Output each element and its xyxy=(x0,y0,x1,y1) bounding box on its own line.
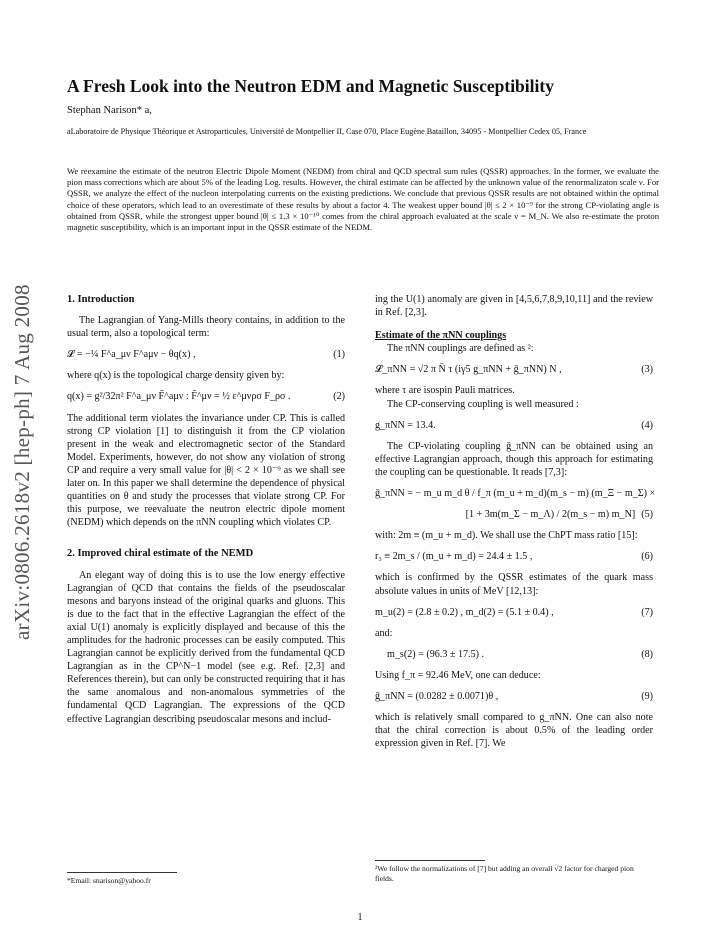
paper-title: A Fresh Look into the Neutron EDM and Magnetic Susceptibility xyxy=(67,76,554,96)
equation-7-number: (7) xyxy=(641,606,653,618)
right-column xyxy=(375,293,656,750)
equation-3 xyxy=(375,363,653,376)
left-paragraph-3: The additional term violates the invariance under CP. This is called strong CP violation [1] to distinguish it from the CP violation present in the weak and electromagnetic sector of the Standard Model. Experiments, however, do not show any violation of strong CP and require a very small value for |θ| < 2 × 10⁻⁹ as we shall see later on. In this paper we shall determine the dependence of physical quantities on θ and study the processes that violate strong CP. For this purpose, we reevaluate the neutron electric dipole moment (NEDM) which depends on the πNN coupling which violates CP. xyxy=(67,412,345,529)
right-paragraph-5: with: 2m ≡ (m_u + m_d). We shall use the ChPT mass ratio [15]: xyxy=(375,530,638,542)
equation-5b-body: [1 + 3m(m_Σ − m_Λ) / 2(m_s − m) m_N] xyxy=(465,509,636,521)
equation-3-body: 𝓛_πNN = √2 π N̄ τ (iγ5 g_πNN + ḡ_πNN) N , xyxy=(375,364,562,376)
left-paragraph-4: An elegant way of doing this is to use the low energy effective Lagrangian of QCD that contains the fields of the pseudoscalar mesons and baryons instead of the original quarks and gluons. This is due to the fact that in the effective Lagrangian the effect of the axial U(1) anomaly is explicitly displayed and because of this the amplitudes for the hadronic processes can be easily computed. This Lagrangian cannot be explicitly derived from the fundamental QCD Lagrangian as in the CP^N−1 model (see e.g. Ref. [2,3] and References therein), but can only be constructed requiring that it has the same anomalous and non-anomalous symmetries of the fundamental QCD Lagrangian. The expressions of the QCD effective Lagrangian describing pseudoscalar mesons and includ- xyxy=(67,569,345,725)
left-column xyxy=(67,293,345,726)
equation-5-number: (5) xyxy=(641,509,653,521)
right-paragraph-7: and: xyxy=(375,627,393,639)
right-paragraph-8: Using f_π = 92.46 MeV, one can deduce: xyxy=(375,669,541,681)
paper-authors: Stephan Narison* a, xyxy=(67,105,152,116)
right-paragraph-0: ing the U(1) anomaly are given in [4,5,6,7,8,9,10,11] and the review in Ref. [2,3]. xyxy=(375,294,653,319)
section-1-heading: 1. Introduction xyxy=(67,294,135,305)
arxiv-side-stamp: arXiv:0806.2618v2 [hep-ph] 7 Aug 2008 xyxy=(10,284,34,640)
equation-5a-body: ḡ_πNN = − m_u m_d θ / f_π (m_u + m_d)(m_s − m) (m_Ξ − m_Σ) × xyxy=(375,488,656,500)
equation-9-number: (9) xyxy=(641,690,653,702)
right-footnote-rule xyxy=(375,860,485,861)
equation-7-body: m_u(2) = (2.8 ± 0.2) , m_d(2) = (5.1 ± 0.4) , xyxy=(375,606,554,618)
equation-7 xyxy=(375,606,653,619)
section-2-heading: 2. Improved chiral estimate of the NEMD xyxy=(67,548,254,560)
right-footnote: ²We follow the normalizations of [7] but adding an overall √2 factor for charged pion fields. xyxy=(375,864,634,883)
equation-5a xyxy=(375,487,656,500)
equation-9-body: ḡ_πNN = (0.0282 ± 0.0071)θ , xyxy=(375,690,499,702)
right-paragraph-3: The CP-conserving coupling is well measured : xyxy=(387,398,579,410)
equation-8-body: m_s(2) = (96.3 ± 17.5) . xyxy=(387,648,485,660)
right-paragraph-2: where τ are isospin Pauli matrices. xyxy=(375,385,515,397)
left-footnote-rule xyxy=(67,872,177,873)
equation-4-number: (4) xyxy=(641,419,653,431)
paper-affiliation: aLaboratoire de Physique Théorique et Astroparticules, Université de Montpellier II, Case 070, Place Eugène Bataillon, 34095 - Montpellier Cedex 05, France xyxy=(67,127,587,136)
equation-6 xyxy=(375,550,653,563)
right-paragraph-9: which is relatively small compared to g_πNN. One can also note that the chiral correction is about 0.5% of the leading order expression given in Ref. [7]. We xyxy=(375,712,653,750)
left-paragraph-2: where q(x) is the topological charge density given by: xyxy=(67,370,285,382)
right-paragraph-6: which is confirmed by the QSSR estimates of the quark mass absolute values in units of MeV [12,13]: xyxy=(375,572,653,597)
equation-2 xyxy=(67,390,345,403)
equation-2-number: (2) xyxy=(333,391,345,403)
left-paragraph-1: The Lagrangian of Yang-Mills theory contains, in addition to the usual term, also a topological term: xyxy=(67,315,345,340)
equation-4 xyxy=(375,419,653,432)
equation-2-body: q(x) = g²/32π² F^a_μν F̃^aμν : F̃^μν = ½ ε^μνρσ F_ρσ . xyxy=(67,391,291,403)
equation-6-body: r₃ ≡ 2m_s / (m_u + m_d) = 24.4 ± 1.5 , xyxy=(375,551,533,563)
equation-8 xyxy=(375,648,653,661)
equation-8-number: (8) xyxy=(641,648,653,660)
equation-1-body: 𝓛 = −¼ F^a_μν F^aμν − θq(x) , xyxy=(67,349,196,361)
equation-9 xyxy=(375,690,653,703)
right-paragraph-1: The πNN couplings are defined as ²: xyxy=(387,343,534,355)
left-footnote: *Email: snarison@yahoo.fr xyxy=(67,876,151,885)
equation-5b xyxy=(375,508,653,521)
right-paragraph-4: The CP-violating coupling ḡ_πNN can be obtained using an effective Lagrangian approach, though this approach for estimating the coupling can be questionable. It reads [7,3]: xyxy=(375,440,653,478)
page-number: 1 xyxy=(357,912,363,923)
equation-1-number: (1) xyxy=(333,349,345,361)
paper-abstract: We reexamine the estimate of the neutron Electric Dipole Moment (NEDM) from chiral and QCD spectral sum rules (QSSR) approaches. In the former, we evaluate the pion mass corrections which are about 5% of the leading Log. results. However, the chiral estimate can be affected by the unknown value of the renormalizaton scale ν. For QSSR, we analyze the effect of the nucleon interpolating currents on the existing predictions. We conclude that previous QSSR results are not obtained within the optimal choice of these operators, which lead to an overestimate of these results by about a factor 4. The weakest upper bound |θ| ≤ 2 × 10⁻⁹ for the strong CP-violating angle is obtained from QSSR, while the strongest upper bound |θ| ≤ 1.3 × 10⁻¹⁰ comes from the chiral approach evaluated at the scale ν = M_N. We also re-estimate the proton magnetic susceptibility, which is an important input in the QSSR estimate of the NEDM. xyxy=(67,166,659,233)
equation-1 xyxy=(67,348,345,361)
equation-3-number: (3) xyxy=(641,364,653,376)
subsection-pinn-heading: Estimate of the πNN couplings xyxy=(375,330,507,342)
equation-4-body: g_πNN = 13.4. xyxy=(375,419,436,431)
equation-6-number: (6) xyxy=(641,551,653,563)
